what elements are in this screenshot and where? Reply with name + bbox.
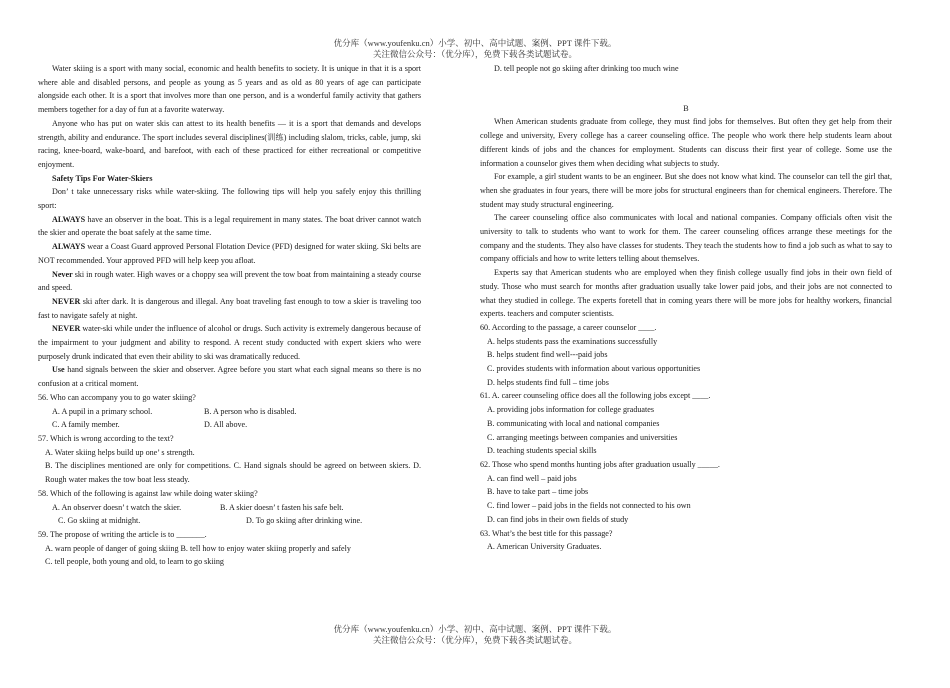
tip-hand-signals bbox=[38, 363, 421, 390]
question-56-options-row-1 bbox=[38, 405, 421, 419]
tip-text: water-ski while under the influence of alcohol or drugs. Such activity is extremely dangerous because of the impairment to your judgment and ability to respond. A recent study conducted with expert skiers who were purposely drunk indicated that even their ability to ski was dramatically reduced. bbox=[38, 324, 421, 361]
tip-rough-water bbox=[38, 268, 421, 295]
tip-alcohol bbox=[38, 322, 421, 363]
page-footer bbox=[0, 624, 950, 646]
left-column bbox=[38, 62, 421, 569]
tip-keyword: ALWAYS bbox=[52, 214, 86, 224]
tip-keyword: NEVER bbox=[52, 296, 81, 306]
option-56a: A. A pupil in a primary school. bbox=[52, 406, 153, 416]
header-line-2: 关注微信公众号：（优分库），免费下载各类试题试卷。 bbox=[372, 49, 577, 59]
question-58-options-row-1 bbox=[38, 501, 421, 515]
tip-pfd bbox=[38, 240, 421, 267]
question-61: 61. A. career counseling office does all the following jobs except ____. bbox=[480, 391, 711, 401]
question-63: 63. What’s the best title for this passage? bbox=[480, 528, 613, 538]
tip-keyword: ALWAYS bbox=[52, 242, 86, 252]
option-57bcd: B. The disciplines mentioned are only for competitions. C. Hand signals should be agreed on between skiers. D. Rough water makes the tow boat less steady. bbox=[45, 461, 421, 485]
option-60d: D. helps students find full – time jobs bbox=[487, 377, 609, 387]
option-59d: D. tell people not go skiing after drinking too much wine bbox=[494, 64, 679, 73]
option-63a: A. American University Graduates. bbox=[487, 542, 602, 552]
question-62: 62. Those who spend months hunting jobs after graduation usually _____. bbox=[480, 459, 720, 469]
option-60a: A. helps students pass the examinations successfully bbox=[487, 336, 658, 346]
option-56b: B. A person who is disabled. bbox=[204, 406, 297, 416]
question-59: 59. The propose of writing the article is to _______. bbox=[38, 529, 207, 539]
option-56c: C. A family member. bbox=[52, 420, 120, 430]
question-57: 57. Which is wrong according to the text? bbox=[38, 433, 174, 443]
option-61d: D. teaching students special skills bbox=[487, 446, 597, 456]
tip-text: wear a Coast Guard approved Personal Flotation Device (PFD) designed for water skiing. Ski belts are NOT recommended. Your approved PFD will help keep you afloat. bbox=[38, 242, 421, 265]
option-61c: C. arranging meetings between companies and universities bbox=[487, 432, 678, 442]
question-56-options-row-2 bbox=[38, 418, 421, 432]
tip-keyword: Use bbox=[52, 365, 65, 375]
option-62c: C. find lower – paid jobs in the fields not connected to his own bbox=[487, 501, 691, 511]
option-60c: C. provides students with information about various opportunities bbox=[487, 364, 701, 374]
option-60b: B. helps student find well---paid jobs bbox=[487, 350, 608, 360]
passage-b-paragraph-1: When American students graduate from college, they must find jobs for themselves. But often they get help from their college and university, Every college has a career counseling office. The people who work there help students learn about different kinds of jobs and the chances for employment. Students can discuss their first year of college. Some use the information a counselor gives them when deciding what subjects to study. bbox=[480, 117, 892, 168]
option-58d: D. To go skiing after drinking wine. bbox=[246, 516, 363, 526]
option-58b: B. A skier doesn’ t fasten his safe belt. bbox=[220, 502, 344, 512]
tip-text: hand signals between the skier and observer. Agree before you start what each signal means so there is no confusion at a critical moment. bbox=[38, 365, 421, 389]
question-56: 56. Who can accompany you to go water skiing? bbox=[38, 392, 196, 402]
option-61b: B. communicating with local and national companies bbox=[487, 418, 660, 428]
option-57a: A. Water skiing helps build up one’ s strength. bbox=[45, 447, 195, 457]
tip-observer bbox=[38, 213, 421, 240]
section-b-label: B bbox=[683, 103, 689, 113]
footer-line-2: 关注微信公众号：（优分库），免费下载各类试题试卷。 bbox=[372, 635, 577, 645]
option-59ab: A. warn people of danger of going skiing B. tell how to enjoy water skiing properly and safely bbox=[45, 543, 351, 553]
page-header bbox=[0, 38, 950, 60]
safety-intro: Don’ t take unnecessary risks while water-skiing. The following tips will help you safely enjoy this thrilling sport: bbox=[38, 187, 421, 211]
question-60: 60. According to the passage, a career counselor ____. bbox=[480, 322, 657, 332]
option-61a: A. providing jobs information for college graduates bbox=[487, 405, 655, 415]
option-62a: A. can find well – paid jobs bbox=[487, 473, 577, 483]
option-56d: D. All above. bbox=[204, 420, 248, 430]
passage-b-paragraph-2: For example, a girl student wants to be an engineer. But she does not know what kind. The counselor can tell the girl that, when she graduates in four years, there will be more jobs for structural engineers than for chemical engineers. Therefore. The student may study structural engineering. bbox=[480, 172, 892, 209]
tip-after-dark bbox=[38, 295, 421, 322]
option-62d: D. can find jobs in their own fields of study bbox=[487, 514, 629, 524]
right-column bbox=[480, 62, 892, 554]
tip-text: ski after dark. It is dangerous and illegal. Any boat traveling fast enough to tow a skier is traveling too fast to navigate safely at night. bbox=[38, 296, 421, 320]
option-58a: A. An observer doesn’ t watch the skier. bbox=[52, 502, 182, 512]
passage-b-paragraph-4: Experts say that American students who are employed when they finish college usually find jobs in their own field of study. Those who must search for months after graduation usually take lower paid jobs, and their jobs are not connected to what they studied in college. The experts foretell that in coming years there will be more jobs for healthy workers, financial experts. teachers and computer scientists. bbox=[480, 268, 892, 319]
passage-a-paragraph-1: Water skiing is a sport with many social, economic and health benefits to society. It is unique in that it is a sport where able and disabled persons, and people as young as 5 years and as old as 80 years of age can participate alongside each other. It is a sport that involves more than one person, and is a wonderful family activity that gathers members together for a day of fun at a favorite waterway. bbox=[38, 64, 421, 115]
tip-keyword: NEVER bbox=[52, 324, 81, 334]
option-58c: C. Go skiing at midnight. bbox=[58, 516, 141, 526]
tip-text: ski in rough water. High waves or a choppy sea will prevent the tow boat from maintaining a steady course and speed. bbox=[38, 269, 421, 293]
question-58-options-row-2 bbox=[38, 514, 421, 528]
tip-text: have an observer in the boat. This is a legal requirement in many states. The boat driver cannot watch the skier and operate the boat safely at the same time. bbox=[38, 214, 421, 238]
passage-b-paragraph-3: The career counseling office also communicates with local and national companies. Company officials often visit the university to talk to students who want to work for them. The career counseling offices arrange these meetings for the company and the students. They also have classes for students. They teach the students how to find a job such as what to say to company officials and how to write letters telling about themselves. bbox=[480, 213, 892, 264]
safety-tips-heading: Safety Tips For Water-Skiers bbox=[52, 173, 153, 183]
footer-line-1: 优分库（www.youfenku.cn）小学、初中、高中试题、案例、PPT 课件下载。 bbox=[333, 624, 617, 634]
tip-keyword: Never bbox=[52, 269, 73, 279]
header-line-1: 优分库（www.youfenku.cn）小学、初中、高中试题、案例、PPT 课件下载。 bbox=[333, 38, 617, 48]
option-59c: C. tell people, both young and old, to learn to go skiing bbox=[45, 557, 224, 567]
question-58: 58. Which of the following is against law while doing water skiing? bbox=[38, 488, 258, 498]
option-62b: B. have to take part – time jobs bbox=[487, 487, 589, 497]
passage-a-paragraph-2: Anyone who has put on water skis can attest to its health benefits — it is a sport that demands and develops strength, ability and endurance. The sport includes several disciplines(训练) including slalom, tricks, cable, jump, ski racing, knee-board, wake-board, and barefoot, with each of these practiced for either recreational or competitive enjoyment. bbox=[38, 118, 421, 169]
